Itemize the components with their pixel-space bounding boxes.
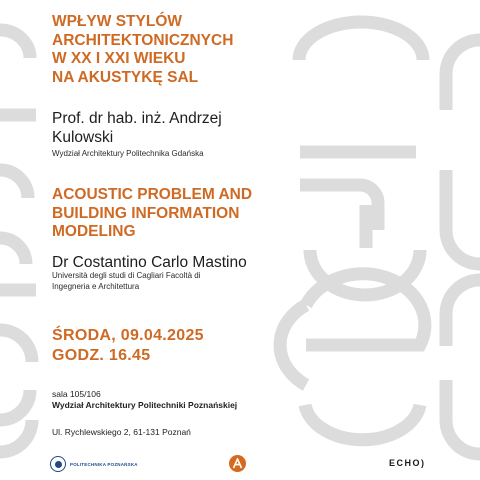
talk2-title-line: MODELING	[52, 223, 136, 241]
talk2-title	[52, 186, 292, 242]
venue-room: sala 105/106	[52, 389, 101, 399]
event-time: GODZ. 16.45	[52, 347, 151, 364]
talk1-title-line: NA AKUSTYKĘ SAL	[52, 68, 199, 86]
talk2-title-line: BUILDING INFORMATION	[52, 204, 240, 222]
deco-center-e	[280, 305, 306, 385]
talk1-title-line: W XX I XXI WIEKU	[52, 50, 186, 68]
talk1-title	[52, 13, 292, 87]
talk2-speaker: Dr Costantino Carlo Mastino	[52, 254, 247, 271]
deco-left-arc-1	[0, 170, 28, 198]
event-datetime	[52, 326, 204, 366]
deco-right-arc-2	[446, 170, 480, 264]
deco-left-arc-top	[0, 30, 30, 58]
deco-right-arc-1	[446, 40, 480, 110]
talk2-title-line: ACOUSTIC PROBLEM AND	[52, 186, 253, 203]
venue-building: Wydział Architektury Politechniki Poznańskiej	[52, 400, 238, 410]
talk1-title-line: ARCHITEKTONICZNYCH	[52, 31, 234, 49]
university-seal-icon	[50, 456, 66, 472]
deco-right-arc-4	[446, 380, 480, 454]
deco-left-arc-3	[0, 330, 32, 362]
venue	[52, 389, 237, 411]
university-logo	[50, 454, 138, 474]
event-date: ŚRODA, 09.04.2025	[52, 327, 204, 344]
deco-center-bottom	[305, 405, 420, 440]
talk1-title-line: WPŁYW STYLÓW	[52, 13, 183, 30]
deco-center-e2	[306, 274, 425, 345]
talk2-affiliation-line: Università degli studi di Cagliari Facoltà di	[52, 271, 201, 280]
deco-right-arc-3	[446, 280, 480, 346]
talk2-affiliation	[52, 271, 252, 292]
deco-left-arc-2	[0, 238, 26, 264]
talk1-speaker	[52, 109, 272, 147]
deco-left-arc-4	[0, 390, 30, 420]
venue-address: Ul. Rychlewskiego 2, 61-131 Poznań	[52, 427, 191, 437]
university-name: POLITECHNIKA POZNAŃSKA	[70, 461, 138, 467]
architecture-logo-icon	[229, 455, 246, 472]
talk1-speaker-line: Prof. dr hab. inż. Andrzej	[52, 110, 222, 127]
deco-center-o	[299, 22, 423, 60]
talk2-affiliation-line: Ingegneria e Architettura	[52, 281, 140, 291]
talk1-affiliation: Wydział Architektury Politechnika Gdańska	[52, 149, 204, 158]
echo-logo: ЕСНО)	[389, 458, 426, 468]
talk1-speaker-line: Kulowski	[52, 129, 114, 146]
letter-a-icon	[232, 458, 243, 469]
